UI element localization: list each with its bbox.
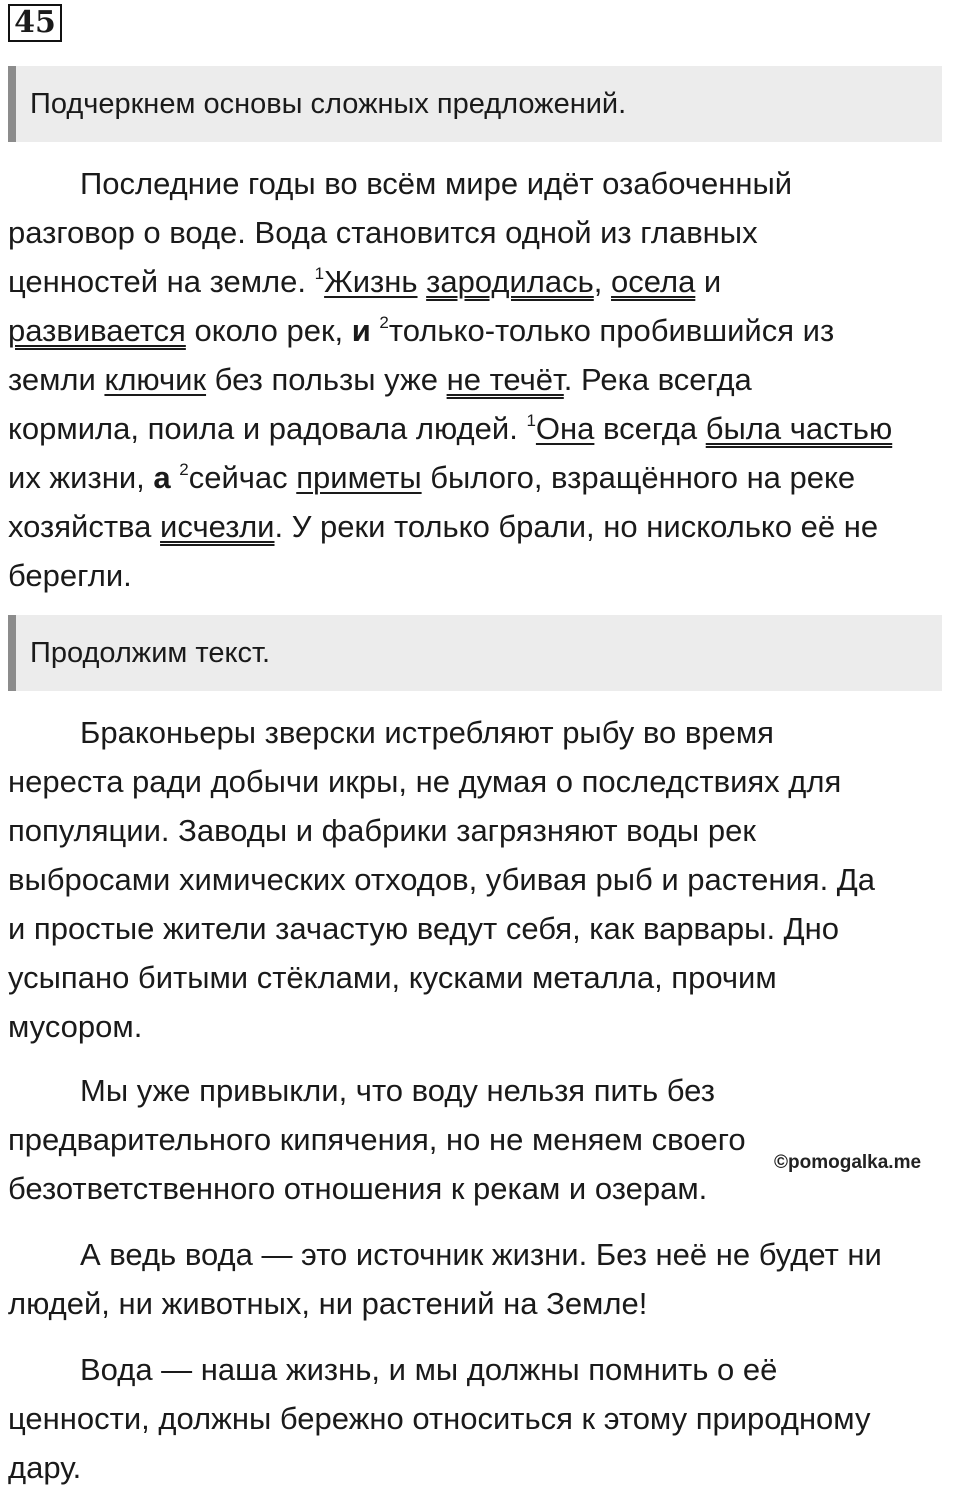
clause-number: 1 bbox=[526, 411, 536, 430]
text-fragment: только-только пробившийся из bbox=[388, 313, 835, 348]
paragraph-continuation-4 bbox=[8, 1345, 958, 1492]
text-line: берегли. bbox=[8, 558, 132, 593]
text-line: усыпано битыми стёклами, кусками металла, прочим bbox=[8, 960, 777, 995]
clause-number: 2 bbox=[379, 313, 389, 332]
text-line: Браконьеры зверски истребляют рыбу во время bbox=[80, 715, 774, 750]
text-line: и простые жители зачастую ведут себя, как варвары. Дно bbox=[8, 911, 840, 946]
conjunction: и bbox=[351, 313, 371, 348]
predicate: не течёт bbox=[446, 362, 564, 397]
text-line: популяции. Заводы и фабрики загрязняют воды рек bbox=[8, 813, 756, 848]
text-line: мусором. bbox=[8, 1009, 143, 1044]
predicate: осела bbox=[611, 264, 696, 299]
punctuation: , bbox=[593, 264, 603, 299]
text-fragment: их жизни, bbox=[8, 460, 154, 495]
task-banner-underline bbox=[8, 66, 942, 142]
text-fragment: хозяйства bbox=[8, 509, 161, 544]
text-line: ценностей на земле. bbox=[8, 264, 315, 299]
text-line: разговор о воде. Вода становится одной из главных bbox=[8, 215, 758, 250]
text-line: предварительного кипячения, но не меняем своего bbox=[8, 1122, 746, 1157]
task-banner-continue bbox=[8, 615, 942, 691]
text-line: А ведь вода — это источник жизни. Без неё не будет ни bbox=[80, 1237, 882, 1272]
task-title: Подчеркнем основы сложных предложений. bbox=[30, 87, 627, 120]
text-fragment: былого, взращённого на реке bbox=[421, 460, 856, 495]
predicate: исчезли bbox=[160, 509, 275, 544]
paragraph-continuation-2 bbox=[8, 1066, 958, 1213]
paragraph-continuation-1 bbox=[8, 708, 958, 1051]
task-title: Продолжим текст. bbox=[30, 636, 271, 669]
predicate: была частью bbox=[705, 411, 893, 446]
text-line: Вода — наша жизнь, и мы должны помнить о её bbox=[80, 1352, 778, 1387]
watermark: ©pomogalka.me bbox=[774, 1152, 922, 1173]
clause-number: 1 bbox=[314, 264, 325, 283]
text-line: выбросами химических отходов, убивая рыб и растения. Да bbox=[8, 862, 876, 897]
text-fragment: без пользы уже bbox=[206, 362, 447, 397]
text-fragment: около рек, bbox=[185, 313, 352, 348]
text-line: Последние годы во всём мире идёт озабоченный bbox=[80, 166, 793, 201]
text-fragment: сейчас bbox=[188, 460, 297, 495]
predicate: развивается bbox=[8, 313, 186, 348]
subject: Жизнь bbox=[324, 264, 418, 299]
clause-number: 2 bbox=[179, 460, 189, 479]
subject: Она bbox=[535, 411, 595, 446]
text-fragment: всегда bbox=[594, 411, 706, 446]
predicate: зародилась bbox=[426, 264, 594, 299]
subject: ключик bbox=[104, 362, 207, 397]
text-fragment: и bbox=[695, 264, 722, 299]
paragraph-analyzed bbox=[8, 159, 958, 600]
exercise-number: 45 bbox=[8, 4, 62, 42]
text-line: Мы уже привыкли, что воду нельзя пить без bbox=[80, 1073, 715, 1108]
subject: приметы bbox=[296, 460, 422, 495]
text-line: нереста ради добычи икры, не думая о последствиях для bbox=[8, 764, 842, 799]
paragraph-continuation-3 bbox=[8, 1230, 958, 1328]
conjunction: а bbox=[153, 460, 171, 495]
text-line: дару. bbox=[8, 1450, 82, 1485]
text-line: людей, ни животных, ни растений на Земле! bbox=[8, 1286, 648, 1321]
text-fragment: . У реки только брали, но нисколько её не bbox=[274, 509, 879, 544]
text-line: ценности, должны бережно относиться к этому природному bbox=[8, 1401, 871, 1436]
text-fragment: земли bbox=[8, 362, 105, 397]
text-fragment: . Река всегда bbox=[563, 362, 752, 397]
text-fragment: кормила, поила и радовала людей. bbox=[8, 411, 527, 446]
text-line: безответственного отношения к рекам и озерам. bbox=[8, 1171, 708, 1206]
